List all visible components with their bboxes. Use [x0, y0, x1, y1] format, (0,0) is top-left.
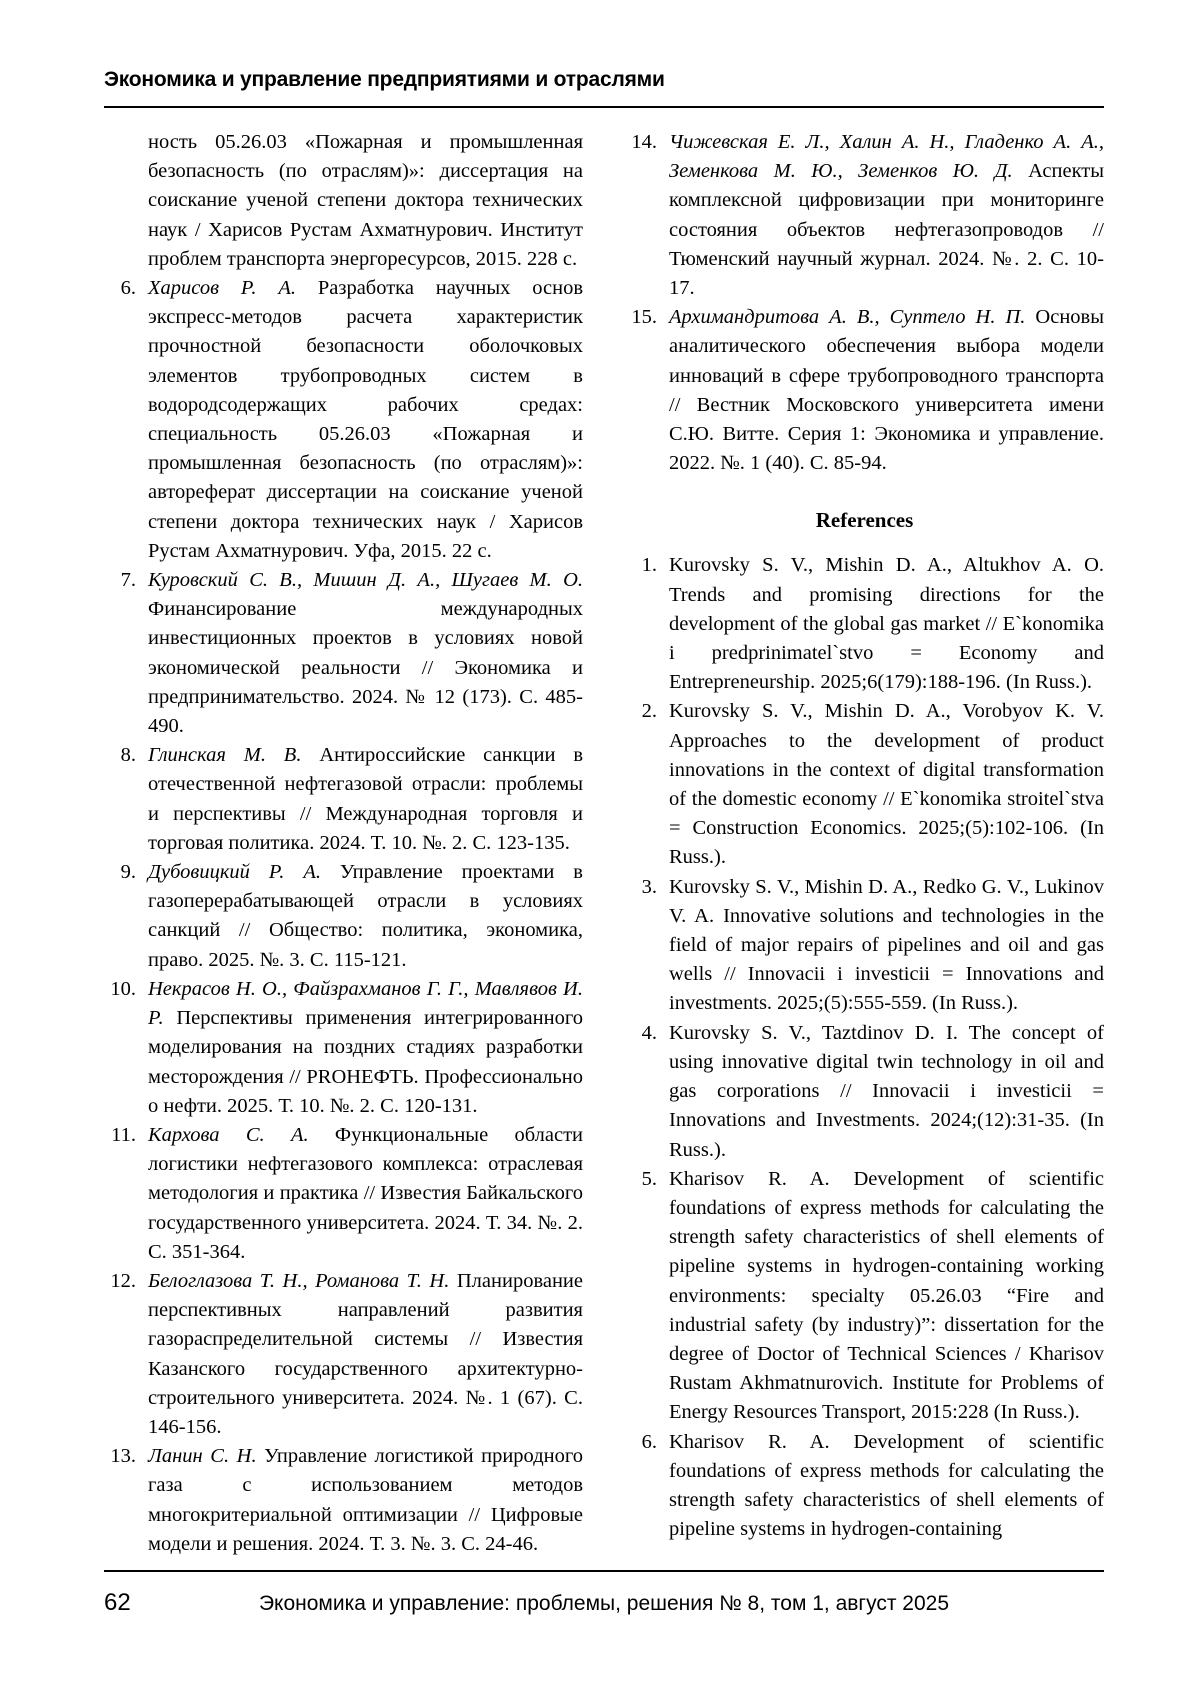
list-item-text: Управление проектами в газоперерабатывающей отрасли в условиях санкций // Общество: политика, экономика, право. 2025. №. 3. С. 115-121.: [148, 861, 583, 971]
list-item-number: 6.: [120, 277, 136, 300]
list-item-text: Планирование перспективных направлений развития газораспределительной системы // Известия Казанского государственного архитектурно-строительного университета. 2024. №. 1 (67). С. 146-156.: [148, 1269, 583, 1438]
list-item: [625, 551, 1104, 697]
list-item-number: 6.: [641, 1430, 657, 1453]
list-item-authors: Белоглазова Т. Н., Романова Т. Н.: [148, 1269, 457, 1292]
continued-paragraph: ность 05.26.03 «Пожарная и промышленная безопасность (по отраслям)»: диссертация на соискание ученой степени доктора технических наук / Харисов Рустам Ахматнурович. Институт проблем транспорта энергоресурсов, 2015. 228 с.: [148, 131, 583, 270]
list-item: [625, 1165, 1104, 1428]
left-column: [104, 128, 583, 1559]
list-item: [104, 975, 583, 1121]
two-column-body: [104, 128, 1104, 1559]
list-item-authors: Дубовицкий Р. А.: [148, 861, 340, 884]
list-item-number: 14.: [631, 131, 657, 153]
references-list-en: [625, 551, 1104, 1544]
list-item: [104, 274, 583, 566]
list-item-number: 4.: [641, 1021, 657, 1044]
list-item-text: Разработка научных основ экспресс-методов расчета характеристик прочностной безопасности оболочковых элементов трубопроводных систем в водородсодержащих рабочих средах: специальность 05.26.03 «Пожарная и промышленная безопасность (по отраслям)»: автореферат диссертации на соискание ученой степени доктора технических наук / Харисов Рустам Ахматнурович. Уфа, 2015. 22 с.: [148, 277, 583, 562]
list-item-text: Kharisov R. A. Development of scientific foundations of express methods for calculating the strength safety characteristics of shell elements of pipeline systems in hydrogen-containing working environments: specialty 05.26.03 “Fire and industrial safety (by industry)”: dissertation for the degree of Doctor of Technical Sciences / Kharisov Rustam Akhmatnurovich. Institute for Problems of Energy Resources Transport, 2015:228 (In Russ.).: [669, 1167, 1104, 1424]
right-column: [625, 128, 1104, 1559]
list-item: [104, 858, 583, 975]
list-item-number: 8.: [120, 744, 136, 767]
list-item-authors: Чижевская Е. Л., Халин А. Н., Гладенко А. А., Земенкова М. Ю., Земенков Ю. Д.: [669, 131, 1104, 183]
list-item-authors: Кархова С. А.: [148, 1123, 335, 1146]
list-item-text: Финансирование международных инвестиционных проектов в условиях новой экономической реальности // Экономика и предпринимательство. 2024. № 12 (173). С. 485-490.: [148, 598, 583, 738]
bibliography-list-ru-cont: [625, 128, 1104, 478]
list-item-number: 13.: [110, 1445, 136, 1468]
list-item-number: 5.: [641, 1167, 657, 1190]
list-item-number: 1.: [641, 554, 657, 577]
list-item-authors: Харисов Р. А.: [148, 277, 318, 300]
page-number: 62: [104, 1589, 131, 1616]
footer-rule: [104, 1570, 1104, 1572]
bibliography-list-ru: [104, 274, 583, 1559]
list-item-text: Kharisov R. A. Development of scientific foundations of express methods for calculating the strength safety characteristics of shell elements of pipeline systems in hydrogen-containing: [669, 1430, 1104, 1541]
references-heading: References: [815, 508, 914, 533]
list-item: [625, 303, 1104, 478]
list-item-text: Функциональные области логистики нефтегазового комплекса: отраслевая методология и практика // Известия Байкальского государственного университета. 2024. Т. 34. №. 2. С. 351-364.: [148, 1123, 583, 1263]
list-item-text: Перспективы применения интегрированного моделирования на поздних стадиях разработки месторождения // PROНЕФТЬ. Профессионально о нефти. 2025. Т. 10. №. 2. С. 120-131.: [148, 1007, 583, 1117]
list-item-text: Kurovsky S. V., Mishin D. A., Altukhov A. O. Trends and promising directions for the development of the global gas market // E`konomika i predprinimatel`stvo = Economy and Entrepreneurship. 2025;6(179):188-196. (In Russ.).: [669, 554, 1104, 694]
list-item-number: 12.: [110, 1269, 136, 1292]
list-item: [625, 697, 1104, 872]
list-item-number: 3.: [641, 875, 657, 898]
list-item: [625, 128, 1104, 303]
list-item: [104, 741, 583, 858]
list-item-authors: Ланин С. Н.: [148, 1445, 265, 1468]
list-item-authors: Глинская М. В.: [148, 744, 320, 767]
list-item-text: Kurovsky S. V., Taztdinov D. I. The concept of using innovative digital twin technology in oil and gas corporations // Innovacii i investicii = Innovations and Investments. 2024;(12):31-35. (In Russ.).: [669, 1021, 1104, 1161]
list-item: [625, 1428, 1104, 1545]
list-item-number: 7.: [120, 569, 136, 592]
list-item-number: 15.: [631, 306, 657, 329]
list-item: [104, 1267, 583, 1442]
list-item-text: Антироссийские санкции в отечественной нефтегазовой отрасли: проблемы и перспективы // Международная торговля и торговая политика. 2024. Т. 10. №. 2. С. 123-135.: [148, 744, 583, 854]
list-item-text: Управление логистикой природного газа с использованием методов многокритериальной оптимизации // Цифровые модели и решения. 2024. Т. 3. №. 3. С. 24-46.: [148, 1445, 583, 1555]
list-item: [625, 1019, 1104, 1165]
list-item-authors: Некрасов Н. О., Файзрахманов Г. Г., Мавлявов И. Р.: [148, 977, 583, 1030]
list-item: [104, 1442, 583, 1559]
footer-journal-line: Экономика и управление: проблемы, решения № 8, том 1, август 2025: [258, 1592, 950, 1615]
list-item: [104, 1121, 583, 1267]
header-rule: [104, 106, 1104, 108]
list-item-text: Kurovsky S. V., Mishin D. A., Vorobyov K. V. Approaches to the development of product innovations in the context of digital transformation of the domestic economy // E`konomika stroitel`stva = Construction Economics. 2025;(5):102-106. (In Russ.).: [669, 700, 1104, 869]
list-item-authors: Куровский С. В., Мишин Д. А., Шугаев М. О.: [148, 569, 583, 592]
list-item-text: Основы аналитического обеспечения выбора модели инноваций в сфере трубопроводного транспорта // Вестник Московского университета имени С.Ю. Витте. Серия 1: Экономика и управление. 2022. №. 1 (40). С. 85-94.: [669, 306, 1104, 475]
list-item-number: 9.: [120, 861, 136, 884]
list-item-text: Kurovsky S. V., Mishin D. A., Redko G. V., Lukinov V. A. Innovative solutions and technologies in the field of major repairs of pipelines and oil and gas wells // Innovacii i investicii = Innovations and investments. 2025;(5):555-559. (In Russ.).: [669, 875, 1104, 1015]
list-item: [104, 566, 583, 741]
list-item-text: Аспекты комплексной цифровизации при мониторинге состояния объектов нефтегазопроводов // Тюменский научный журнал. 2024. №. 2. С. 10-17.: [669, 160, 1104, 300]
list-item: [625, 873, 1104, 1019]
list-item-authors: Архимандритова А. В., Суптело Н. П.: [669, 306, 1036, 329]
running-head: Экономика и управление предприятиями и отраслями: [104, 68, 665, 91]
list-item-number: 2.: [641, 700, 657, 723]
list-item-number: 11.: [111, 1123, 136, 1146]
list-item-number: 10.: [110, 977, 136, 1000]
